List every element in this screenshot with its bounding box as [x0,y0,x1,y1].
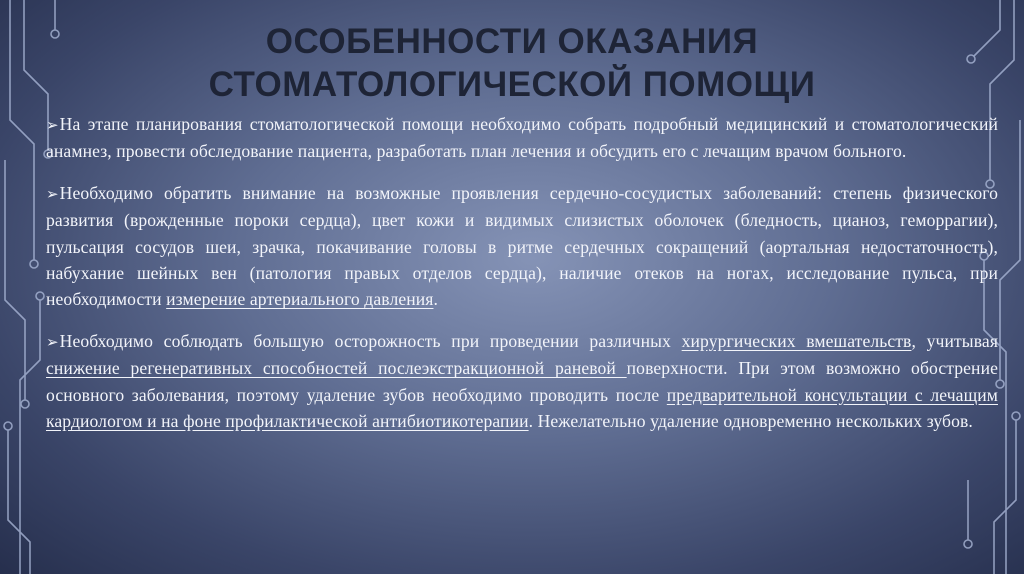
cardiologist-consultation-link[interactable]: предварительной консультации с лечащим кардиологом и на фоне профилактической антибиотикотерапии [46,384,998,432]
title-line-2: СТОМАТОЛОГИЧЕСКОЙ ПОМОЩИ [208,65,816,104]
slide-content [46,111,998,449]
blood-pressure-link[interactable]: измерение артериального давления [166,289,434,310]
paragraph-2-end: . [433,289,438,310]
bullet-paragraph-2 [46,180,998,313]
paragraph-3-part-b: , учитывая [911,330,999,351]
title-line-1: ОСОБЕННОСТИ ОКАЗАНИЯ [265,22,759,61]
paragraph-2-text: Необходимо обратить внимание на возможные проявления сердечно-сосудистых заболеваний: степень физического развития (врожденные пороки сердца), цвет кожи и видимых слизистых оболочек (бледность, цианоз, геморрагии), пульсация сосудов шеи, зрачка, покачивание головы в ритме сердечных сокращений (аортальная недостаточность), набухание шейных вен (патология правых отделов сердца), наличие отеков на ногах, исследование пульса, при необходимости [46,182,998,310]
paragraph-3-part-a: Необходимо соблюдать большую осторожность при проведении различных [59,330,682,351]
slide-title [0,20,1024,106]
arrow-bullet-icon: ➢ [46,184,59,203]
bullet-paragraph-1 [46,111,998,165]
arrow-bullet-icon: ➢ [46,116,59,134]
arrow-bullet-icon: ➢ [46,332,59,351]
paragraph-3-part-c: поверхности. При этом возможно обострение основного заболевания, поэтому удаление зубов необходимо проводить после [46,358,998,405]
regeneration-decrease-link[interactable]: снижение регенеративных способностей послеэкстракционной раневой [46,358,627,379]
bullet-paragraph-3 [46,328,998,435]
paragraph-3-part-d: . Нежелательно удаление одновременно нескольких зубов. [528,411,973,432]
paragraph-1-text: На этапе планирования стоматологической помощи необходимо собрать подробный медицинский и стоматологический анамнез, провести обследование пациента, разработать план лечения и обсудить его с лечащим врачом больного. [46,114,998,162]
surgical-interventions-link[interactable]: хирургических вмешательств [681,330,912,351]
